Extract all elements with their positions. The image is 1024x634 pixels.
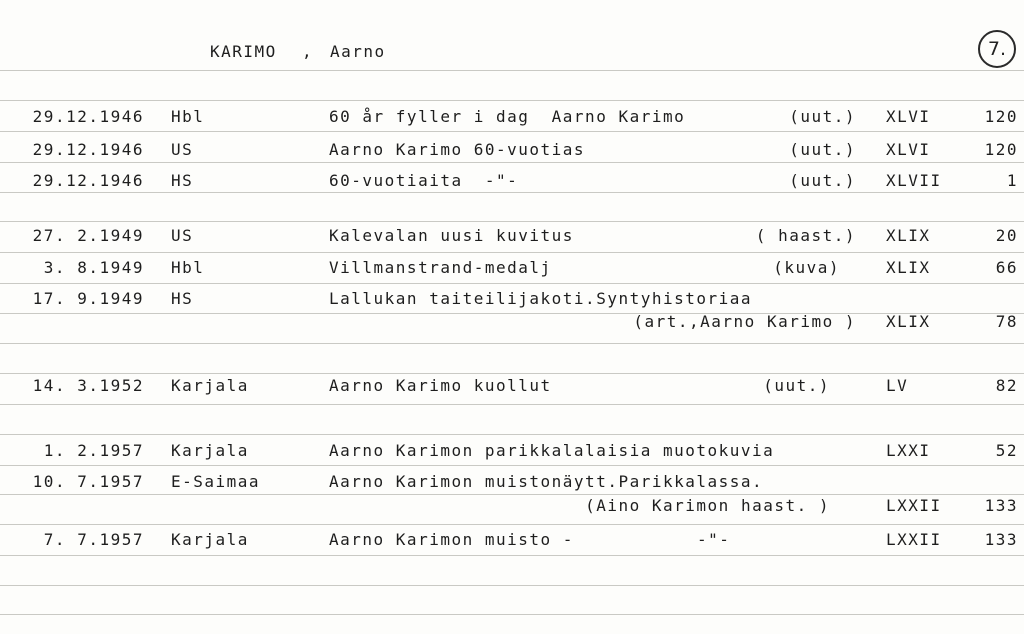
- entry-number: 133: [984, 496, 1018, 515]
- entry-volume: XLVI: [886, 140, 931, 159]
- entry-type-continuation: (art.,Aarno Karimo ): [633, 312, 856, 331]
- ruled-line: [0, 192, 1024, 193]
- entry-source: US: [171, 226, 194, 245]
- entry-title: Aarno Karimon muistonäytt.Parikkalassa.: [329, 472, 764, 491]
- entry-type-continuation: (Aino Karimon haast. ): [585, 496, 830, 515]
- ruled-line: [0, 434, 1024, 435]
- entry-source: US: [171, 140, 194, 159]
- entry-date: 7. 7.1957: [43, 530, 144, 549]
- ruled-line: [0, 252, 1024, 253]
- entry-source: Karjala: [171, 376, 249, 395]
- entry-volume: LXXII: [886, 530, 942, 549]
- ruled-line: [0, 614, 1024, 615]
- entry-type-ditto: -"-: [697, 530, 731, 549]
- ruled-line: [0, 221, 1024, 222]
- entry-date: 10. 7.1957: [32, 472, 144, 491]
- entry-number: 1: [1006, 171, 1018, 190]
- entry-title: Villmanstrand-medalj: [329, 258, 552, 277]
- entry-volume: LXXII: [886, 496, 942, 515]
- entry-title: 60 år fyller i dag Aarno Karimo: [329, 107, 686, 126]
- entry-date: 1. 2.1957: [43, 441, 144, 460]
- entry-type: (uut.): [789, 107, 856, 126]
- entry-number: 120: [984, 107, 1018, 126]
- ruled-line: [0, 494, 1024, 495]
- entry-volume: XLIX: [886, 226, 931, 245]
- entry-date: 3. 8.1949: [43, 258, 144, 277]
- entry-title: Aarno Karimo kuollut: [329, 376, 552, 395]
- entry-type: ( haast.): [755, 226, 856, 245]
- entry-source: E-Saimaa: [171, 472, 261, 491]
- entry-source: Hbl: [171, 258, 205, 277]
- ruled-line: [0, 373, 1024, 374]
- entry-title: Lallukan taiteilijakoti.Syntyhistoriaa: [329, 289, 753, 308]
- entry-source: HS: [171, 171, 194, 190]
- entry-number: 120: [984, 140, 1018, 159]
- entry-number: 20: [995, 226, 1018, 245]
- entry-date: 29.12.1946: [32, 140, 144, 159]
- entry-date: 17. 9.1949: [32, 289, 144, 308]
- entry-date: 14. 3.1952: [32, 376, 144, 395]
- header-surname: KARIMO: [210, 42, 277, 61]
- header-separator: ,: [302, 42, 314, 61]
- ruled-line: [0, 283, 1024, 284]
- entry-type: (uut.): [763, 376, 830, 395]
- entry-title: 60-vuotiaita -"-: [329, 171, 519, 190]
- entry-title: Aarno Karimon muisto -: [329, 530, 574, 549]
- entry-number: 78: [995, 312, 1018, 331]
- entry-source: Hbl: [171, 107, 205, 126]
- entry-number: 82: [995, 376, 1018, 395]
- ruled-line: [0, 585, 1024, 586]
- entry-title: Aarno Karimo 60-vuotias: [329, 140, 586, 159]
- entry-volume: LXXI: [886, 441, 931, 460]
- entry-source: Karjala: [171, 441, 249, 460]
- entry-date: 29.12.1946: [32, 107, 144, 126]
- entry-number: 52: [995, 441, 1018, 460]
- ruled-line: [0, 555, 1024, 556]
- ruled-line: [0, 524, 1024, 525]
- ruled-line: [0, 131, 1024, 132]
- entry-volume: LV: [886, 376, 909, 395]
- ruled-line: [0, 313, 1024, 314]
- entry-volume: XLVII: [886, 171, 942, 190]
- entry-source: HS: [171, 289, 194, 308]
- entry-volume: XLIX: [886, 312, 931, 331]
- entry-type: (uut.): [789, 171, 856, 190]
- entry-date: 27. 2.1949: [32, 226, 144, 245]
- ruled-line: [0, 465, 1024, 466]
- entry-date: 29.12.1946: [32, 171, 144, 190]
- ruled-line: [0, 404, 1024, 405]
- entry-number: 133: [984, 530, 1018, 549]
- entry-volume: XLIX: [886, 258, 931, 277]
- header-firstname: Aarno: [330, 42, 386, 61]
- entry-title: Kalevalan uusi kuvitus: [329, 226, 574, 245]
- entry-type: (kuva): [773, 258, 840, 277]
- entry-number: 66: [995, 258, 1018, 277]
- ruled-line: [0, 100, 1024, 101]
- entry-type: (uut.): [789, 140, 856, 159]
- ruled-line: [0, 343, 1024, 344]
- ruled-line: [0, 70, 1024, 71]
- ruled-line: [0, 162, 1024, 163]
- card-number-circled: 7.: [978, 30, 1016, 68]
- entry-title: Aarno Karimon parikkalalaisia muotokuvia: [329, 441, 775, 460]
- entry-volume: XLVI: [886, 107, 931, 126]
- entry-source: Karjala: [171, 530, 249, 549]
